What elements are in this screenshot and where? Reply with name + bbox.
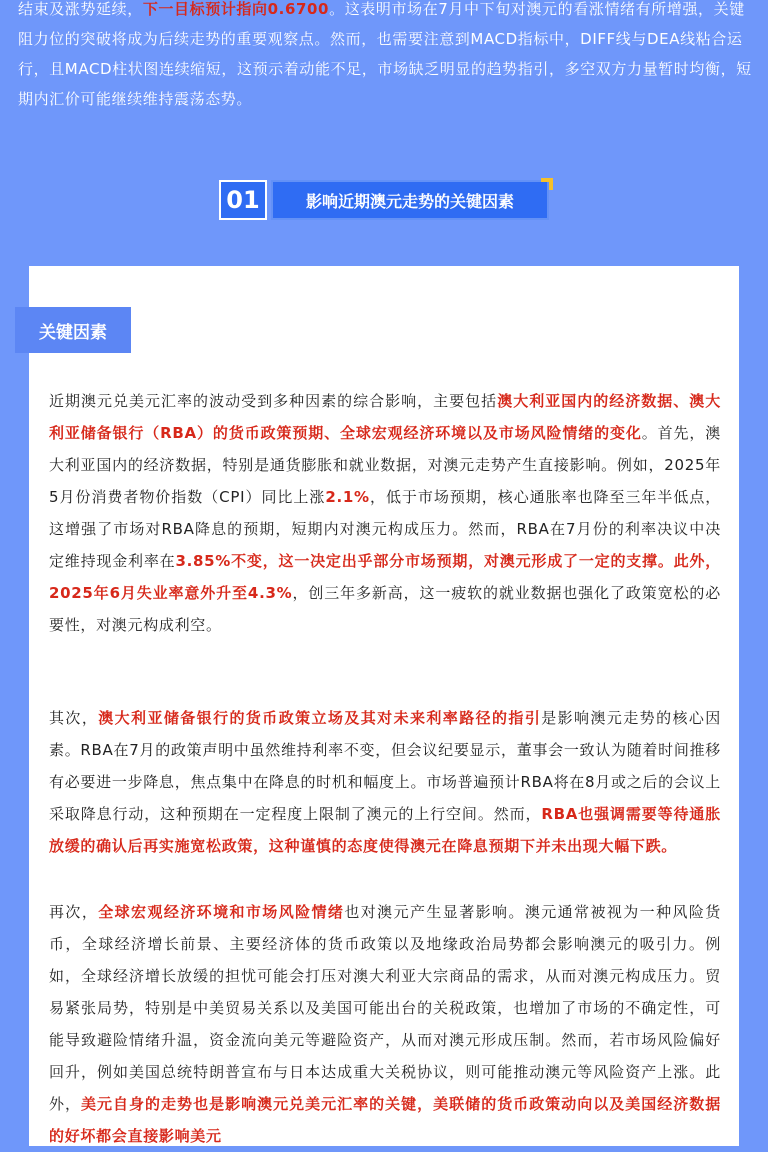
- p1-text-1: 近期澳元兑美元汇率的波动受到多种因素的综合影响，主要包括: [49, 392, 498, 410]
- paragraph-economic-data: [49, 385, 721, 641]
- intro-highlight-target: 下一目标预计指向0.6700: [142, 0, 330, 18]
- section-header: [219, 180, 549, 220]
- p2-highlight-1: 澳大利亚储备银行的货币政策立场及其对未来利率路径的指引: [98, 709, 542, 727]
- p1-text-2: 。首先，澳大利亚国内的经济数据，特别是通货膨胀和就业数据，对澳元走势产生直接影响。例如，2025年5月份消费者物价指数（CPI）同比上涨: [49, 424, 721, 506]
- p1-highlight-rate: 3.85%不变，这一决定出乎部分市场预期，对澳元形成了一定的支撑。此外，2025年6月失业率意外升至4.3%: [49, 552, 721, 602]
- p1-text-4: ，创三年多新高，这一疲软的就业数据也强化了政策宽松的必要性，对澳元构成利空。: [49, 584, 721, 634]
- p2-text-2: 是影响澳元走势的核心因素。RBA在7月的政策声明中虽然维持利率不变，但会议纪要显示，董事会一致认为随着时间推移有必要进一步降息，焦点集中在降息的时机和幅度上。市场普遍预计RBA将在8月或之后的会议上采取降息行动，这种预期在一定程度上限制了澳元的上行空间。然而，: [49, 709, 722, 823]
- p2-highlight-2: RBA也强调需要等待通胀放缓的确认后再实施宽松政策，这种谨慎的态度使得澳元在降息预期下并未出现大幅下跌。: [49, 805, 721, 855]
- p1-highlight-cpi: 2.1%: [325, 488, 370, 506]
- corner-accent-icon: [541, 178, 553, 190]
- paragraph-global-macro: [49, 896, 721, 1152]
- key-factors-tag: 关键因素: [15, 307, 131, 353]
- p3-text-2: 也对澳元产生显著影响。澳元通常被视为一种风险货币，全球经济增长前景、主要经济体的货币政策以及地缘政治局势都会影响澳元的吸引力。例如，全球经济增长放缓的担忧可能会打压对澳大利亚大宗商品的需求，从而对澳元构成压力。贸易紧张局势，特别是中美贸易关系以及美国可能出台的关税政策，也增加了市场的不确定性，可能导致避险情绪升温，资金流向美元等避险资产，从而对澳元形成压制。然而，若市场风险偏好回升，例如美国总统特朗普宣布与日本达成重大关税协议，则可能推动澳元等风险资产上涨。此外，: [49, 903, 721, 1113]
- p1-text-3: ，低于市场预期，核心通胀率也降至三年半低点，这增强了市场对RBA降息的预期，短期内对澳元构成压力。然而，RBA在7月份的利率决议中决定维持现金利率在: [49, 488, 721, 570]
- section-number: 01: [219, 180, 267, 220]
- intro-text-2: 。这表明市场在7月中下旬对澳元的看涨情绪有所增强，关键阻力位的突破将成为后续走势的重要观察点。然而，也需要注意到MACD指标中，DIFF线与DEA线粘合运行，且MACD柱状图连续缩短，这预示着动能不足，市场缺乏明显的趋势指引，多空双方力量暂时均衡，短期内汇价可能继续维持震荡态势。: [18, 0, 752, 108]
- p3-highlight-1: 全球宏观经济环境和市场风险情绪: [98, 903, 345, 921]
- p3-text-1: 再次，: [49, 903, 99, 921]
- paragraph-rba-policy: [49, 702, 721, 862]
- p1-highlight-1: 澳大利亚国内的经济数据、澳大利亚储备银行（RBA）的货币政策预期、全球宏观经济环境以及市场风险情绪的变化: [49, 392, 721, 442]
- intro-paragraph: [18, 0, 752, 114]
- section-title: 影响近期澳元走势的关键因素: [271, 180, 549, 220]
- p2-text-1: 其次，: [49, 709, 99, 727]
- intro-text-1: 结束及涨势延续，: [18, 0, 143, 18]
- p3-highlight-2: 美元自身的走势也是影响澳元兑美元汇率的关键，美联储的货币政策动向以及美国经济数据的好坏都会直接影响美元: [49, 1095, 721, 1145]
